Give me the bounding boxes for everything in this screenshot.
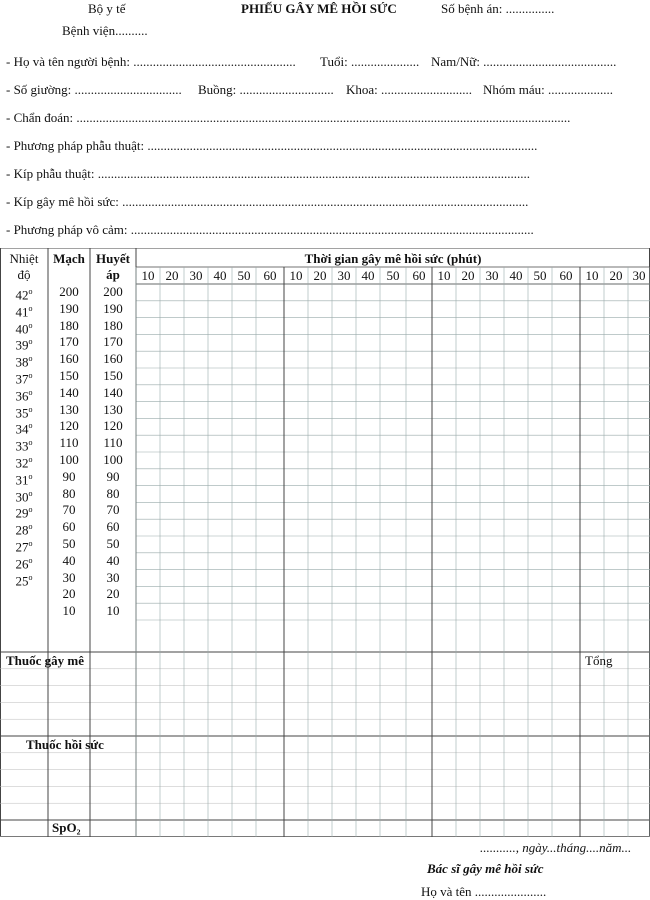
pulse-header: Mạch [53, 251, 85, 266]
degree-symbol: o [28, 303, 33, 313]
temperature-header-line1: Nhiệt [9, 251, 39, 266]
temperature-value: 38$^o$ [15, 354, 33, 370]
blood-pressure-header [90, 251, 136, 283]
pulse-value: 130 [59, 401, 79, 417]
blood-pressure-value: 90 [106, 468, 120, 484]
minute-label: 10 [437, 268, 451, 283]
degree-symbol: o [28, 522, 33, 532]
pulse-value: 20 [62, 586, 76, 602]
anesthesia-method-field[interactable]: - Phương pháp vô cảm: ............................................................................................................................ [6, 222, 534, 237]
blood-pressure-value: 190 [103, 300, 123, 316]
blood-pressure-value: 70 [106, 502, 120, 518]
surgery-team-field[interactable]: - Kíp phẫu thuật: ..................................................................................................................................... [6, 166, 530, 181]
temperature-value: 36$^o$ [15, 387, 33, 404]
blood-pressure-value: 150 [103, 368, 123, 383]
blood-pressure-value: 20 [106, 586, 120, 602]
temperature-value: 35$^o$ [15, 404, 33, 420]
pulse-value: 60 [62, 519, 76, 535]
pulse-value: 50 [62, 536, 76, 551]
doctor-title: Bác sĩ gây mê hồi sức [427, 861, 544, 876]
blood-pressure-value: 130 [103, 401, 123, 417]
diagnosis-field[interactable]: - Chẩn đoán: ........................................................................................................................................................ [6, 110, 571, 125]
temperature-value: 27$^o$ [15, 539, 33, 555]
hospital-field[interactable]: Bệnh viện.......... [62, 23, 148, 38]
pulse-value: 160 [59, 351, 79, 367]
pulse-value: 120 [59, 418, 79, 434]
temperature-value: 31$^o$ [15, 471, 33, 488]
pulse-value: 140 [59, 384, 79, 400]
degree-symbol: o [28, 404, 33, 414]
pulse-value: 80 [62, 485, 76, 501]
temperature-header-line2: độ [17, 267, 31, 282]
blood-pressure-value: 60 [106, 519, 120, 535]
degree-symbol: o [28, 387, 33, 397]
pulse-value: 110 [59, 435, 79, 451]
bed-number-field[interactable]: - Số giường: ................................. [6, 82, 182, 97]
minute-label: 40 [213, 268, 227, 283]
date-field[interactable]: ..........., ngày...tháng....năm... [480, 840, 632, 855]
temperature-value: 40$^o$ [15, 320, 33, 336]
surgery-method-field[interactable]: - Phương pháp phẫu thuật: ........................................................................................................................ [6, 138, 538, 153]
minute-label: 20 [165, 268, 179, 283]
blood-pressure-value: 30 [106, 569, 120, 585]
blood-pressure-header-line2: áp [106, 267, 120, 282]
minute-label: 40 [361, 268, 375, 283]
degree-symbol: o [28, 354, 33, 364]
degree-symbol: o [28, 555, 33, 565]
temperature-value: 32$^o$ [15, 455, 33, 471]
resuscitation-drugs-label: Thuốc hồi sức [26, 737, 104, 752]
minute-label: 30 [485, 268, 499, 283]
temperature-value: 37$^o$ [15, 371, 33, 387]
minute-label: 60 [559, 268, 573, 283]
blood-pressure-value: 100 [103, 452, 123, 467]
blood-pressure-value: 50 [106, 536, 120, 551]
degree-symbol: o [28, 455, 33, 464]
pulse-value: 70 [62, 502, 76, 518]
degree-symbol: o [28, 421, 33, 431]
minute-label: 10 [141, 268, 155, 283]
degree-symbol: o [28, 438, 33, 448]
age-field[interactable]: Tuổi: ..................... [320, 54, 420, 69]
blood-pressure-value: 40 [106, 552, 120, 568]
blood-pressure-value: 110 [103, 435, 123, 451]
temperature-value: 39$^o$ [15, 337, 33, 353]
blood-pressure-value: 80 [106, 485, 120, 501]
blood-pressure-value: 140 [103, 384, 123, 400]
temperature-value: 33$^o$ [15, 438, 33, 454]
pulse-value: 180 [59, 317, 79, 333]
minute-label: 30 [189, 268, 203, 283]
minute-label: 50 [386, 268, 400, 283]
pulse-value: 170 [59, 334, 79, 350]
temperature-value: 30$^o$ [15, 488, 33, 504]
anesthetic-drugs-label: Thuốc gây mê [6, 653, 84, 668]
room-field[interactable]: Buồng: ............................. [198, 82, 334, 97]
degree-symbol: o [28, 471, 33, 481]
minute-label: 40 [509, 268, 523, 283]
minute-label: 50 [533, 268, 547, 283]
spo2-label: SpO₂ [52, 820, 81, 835]
temperature-value: 29$^o$ [15, 505, 33, 521]
anesthesia-team-field[interactable]: - Kíp gây mê hồi sức: ............................................................................................................................. [6, 194, 529, 209]
pulse-value: 200 [59, 284, 79, 299]
patient-name-field[interactable]: - Họ và tên người bệnh: .................................................. [6, 54, 296, 69]
blood-pressure-value: 170 [103, 334, 123, 350]
pulse-value: 90 [62, 468, 76, 484]
gender-field[interactable]: Nam/Nữ: ......................................... [431, 54, 617, 69]
minute-label: 10 [585, 268, 599, 283]
record-number-field[interactable]: Số bệnh án: ............... [441, 1, 555, 16]
minute-label: 20 [461, 268, 475, 283]
temperature-value: 25$^o$ [15, 572, 33, 588]
ministry-label: Bộ y tế [88, 1, 126, 16]
minute-label: 60 [412, 268, 426, 283]
pulse-value: 150 [59, 368, 79, 383]
degree-symbol: o [28, 572, 33, 582]
pulse-value: 190 [59, 300, 79, 316]
degree-symbol: o [28, 371, 33, 380]
blood-pressure-value: 180 [103, 317, 123, 333]
time-header: Thời gian gây mê hồi sức (phút) [304, 251, 482, 266]
temperature-value: 28$^o$ [15, 522, 33, 538]
degree-symbol: o [28, 337, 33, 347]
doctor-name-field[interactable]: Họ và tên ...................... [421, 884, 547, 899]
degree-symbol: o [28, 320, 33, 330]
degree-symbol: o [28, 505, 33, 515]
total-label: Tổng [585, 653, 613, 668]
blood-pressure-value: 120 [103, 418, 123, 434]
minute-label: 20 [313, 268, 327, 283]
temperature-header [0, 251, 48, 283]
blood-pressure-value: 200 [103, 284, 123, 299]
minute-label: 50 [237, 268, 251, 283]
pulse-value: 40 [62, 552, 76, 568]
minute-label: 30 [337, 268, 351, 283]
department-field[interactable]: Khoa: ............................ [346, 82, 473, 97]
blood-group-field[interactable]: Nhóm máu: .................... [483, 82, 613, 97]
temperature-value: 42$^o$ [15, 287, 33, 303]
blood-pressure-value: 160 [103, 351, 123, 367]
minute-label: 30 [632, 268, 646, 283]
blood-pressure-value: 10 [106, 603, 120, 619]
pulse-value: 10 [62, 603, 76, 619]
form-title: PHIẾU GÂY MÊ HỒI SỨC [241, 1, 397, 16]
minute-label: 10 [289, 268, 303, 283]
pulse-value: 100 [59, 452, 79, 467]
degree-symbol: o [28, 287, 33, 296]
temperature-value: 26$^o$ [15, 555, 33, 572]
pulse-value: 30 [62, 569, 76, 585]
degree-symbol: o [28, 539, 33, 548]
temperature-value: 41$^o$ [15, 303, 33, 320]
temperature-value: 34$^o$ [15, 421, 33, 437]
minute-label: 20 [609, 268, 623, 283]
degree-symbol: o [28, 488, 33, 498]
minute-label: 60 [263, 268, 277, 283]
blood-pressure-header-line1: Huyết [96, 251, 130, 266]
